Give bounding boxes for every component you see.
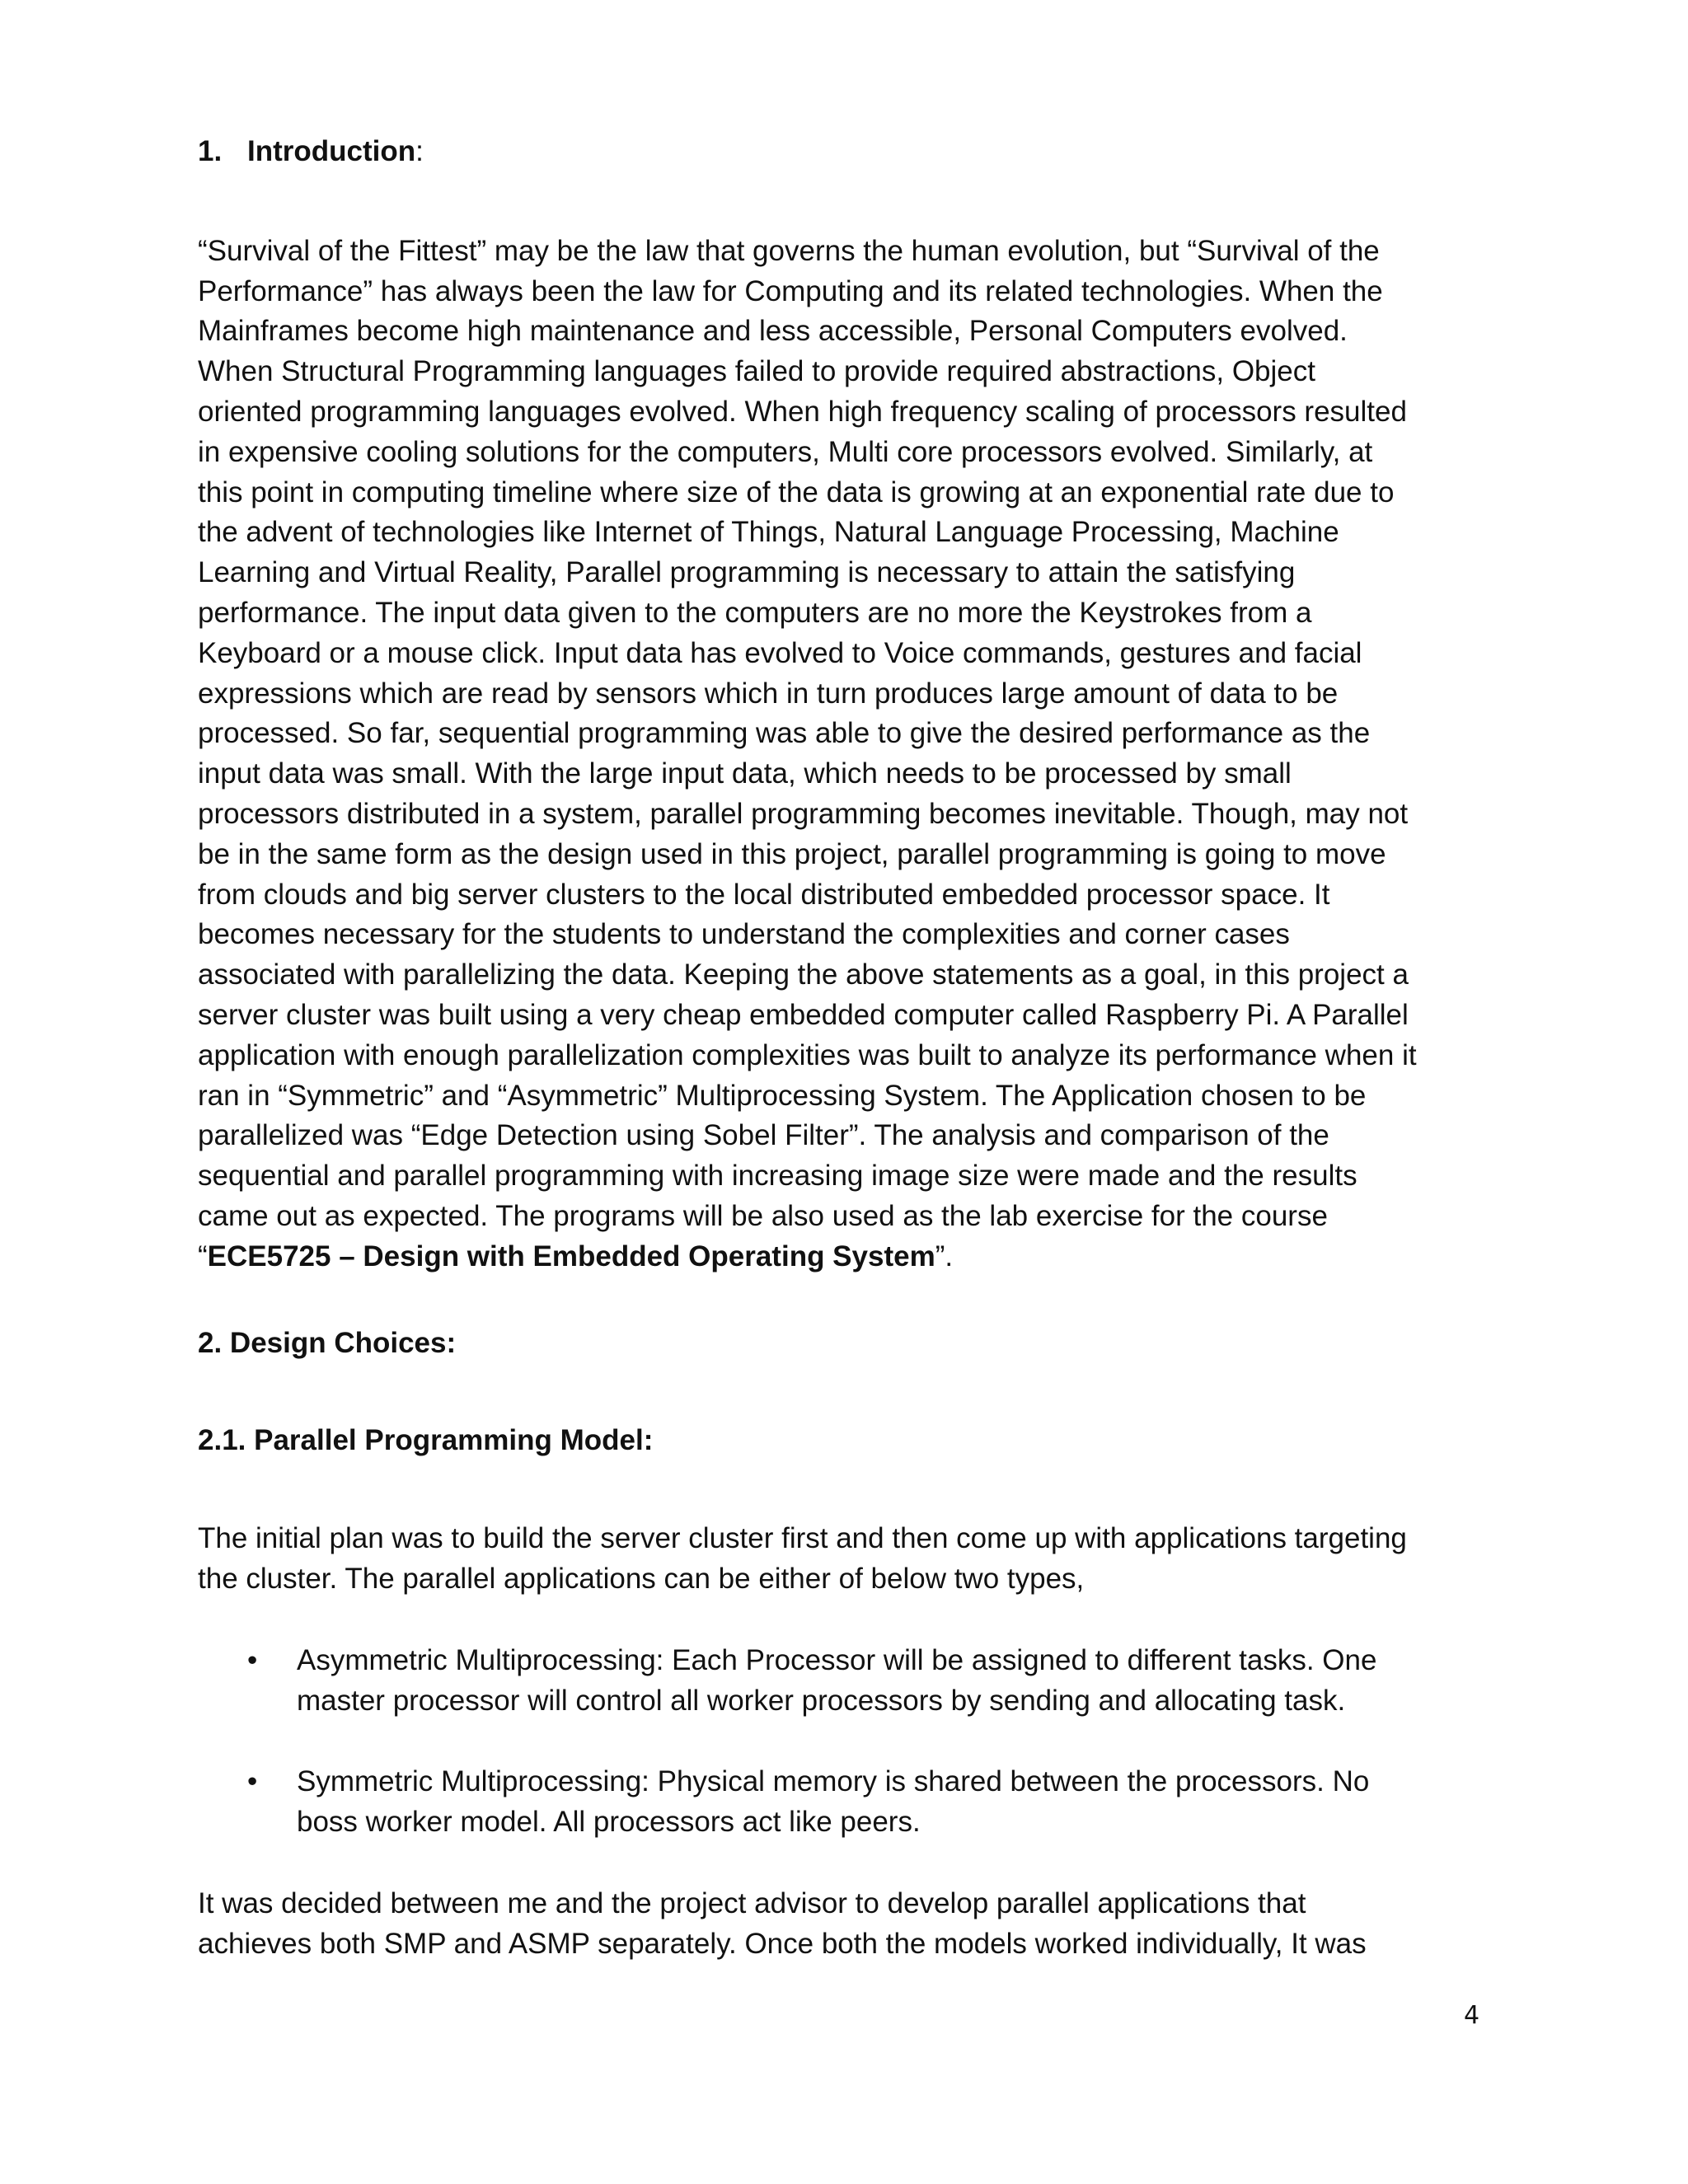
section-2-1-heading: 2.1. Parallel Programming Model: — [198, 1424, 654, 1457]
initial-plan-paragraph: The initial plan was to build the server cluster first and then come up with applications targeting the cluster. The parallel applications can be either of below two types, — [198, 1522, 1407, 1595]
section-1-number: 1. — [198, 135, 223, 167]
course-close-quote: ”. — [935, 1240, 954, 1272]
course-name: ECE5725 – Design with Embedded Operating System — [207, 1240, 935, 1272]
decision-paragraph: It was decided between me and the project advisor to develop parallel applications that achieves both SMP and ASMP separately. Once both the models worked individually, It was — [198, 1886, 1367, 1960]
introduction-paragraph — [198, 232, 1496, 1277]
section-1-title: Introduction — [247, 135, 416, 167]
section-1-heading — [198, 132, 1496, 172]
introduction-body: “Survival of the Fittest” may be the law that governs the human evolution, but “Survival of the Performance” has always been the law for Computing and its related technologies. When the Mainframes become high maintenance and less accessible, Personal Computers evolved. When Structural Programming languages failed to provide required abstractions, Object oriented programming languages evolved. When high frequency scaling of processors resulted in expensive cooling solutions for the computers, Multi core processors evolved. Similarly, at this point in computing timeline where size of the data is growing at an exponential rate due to the advent of technologies like Internet of Things, Natural Language Processing, Machine Learning and Virtual Reality, Parallel programming is necessary to attain the satisfying performance. The input data given to the computers are no more the Keystrokes from a Keyboard or a mouse click. Input data has evolved to Voice commands, gestures and facial expressions which are read by sensors which in turn produces large amount of data to be processed. So far, sequential programming was able to give the desired performance as the input data was small. With the large input data, which needs to be processed by small processors distributed in a system, parallel programming becomes inevitable. Though, may not be in the same form as the design used in this project, parallel programming is going to move from clouds and big server clusters to the local distributed embedded processor space. It becomes necessary for the students to understand the complexities and corner cases associated with parallelizing the data. Keeping the above statements as a goal, in this project a server cluster was built using a very cheap embedded computer called Raspberry Pi. A Parallel application with enough parallelization complexities was built to analyze its performance when it ran in “Symmetric” and “Asymmetric” Multiprocessing System. The Application chosen to be parallelized was “Edge Detection using Sobel Filter”. The analysis and comparison of the sequential and parallel programming with increasing image size were made and the results came out as expected. The programs will be also used as the lab exercise for the course — [198, 234, 1417, 1232]
page-number: 4 — [1464, 2001, 1480, 2030]
bullet-glyph: • — [247, 1765, 258, 1798]
page-content — [198, 132, 1496, 1964]
list-item-symmetric — [198, 1762, 1496, 1843]
section-2-heading: 2. Design Choices: — [198, 1326, 457, 1359]
section-1-colon: : — [415, 135, 424, 167]
list-item-text: Symmetric Multiprocessing: Physical memory is shared between the processors. No boss worker model. All processors act like peers. — [297, 1765, 1370, 1839]
multiprocessing-types-list — [198, 1641, 1496, 1843]
course-open-quote: “ — [198, 1240, 208, 1272]
list-item-text: Asymmetric Multiprocessing: Each Processor will be assigned to different tasks. One master processor will control all worker processors by sending and allocating task. — [297, 1643, 1377, 1717]
list-item-asymmetric — [198, 1641, 1496, 1722]
bullet-glyph: • — [247, 1643, 258, 1676]
